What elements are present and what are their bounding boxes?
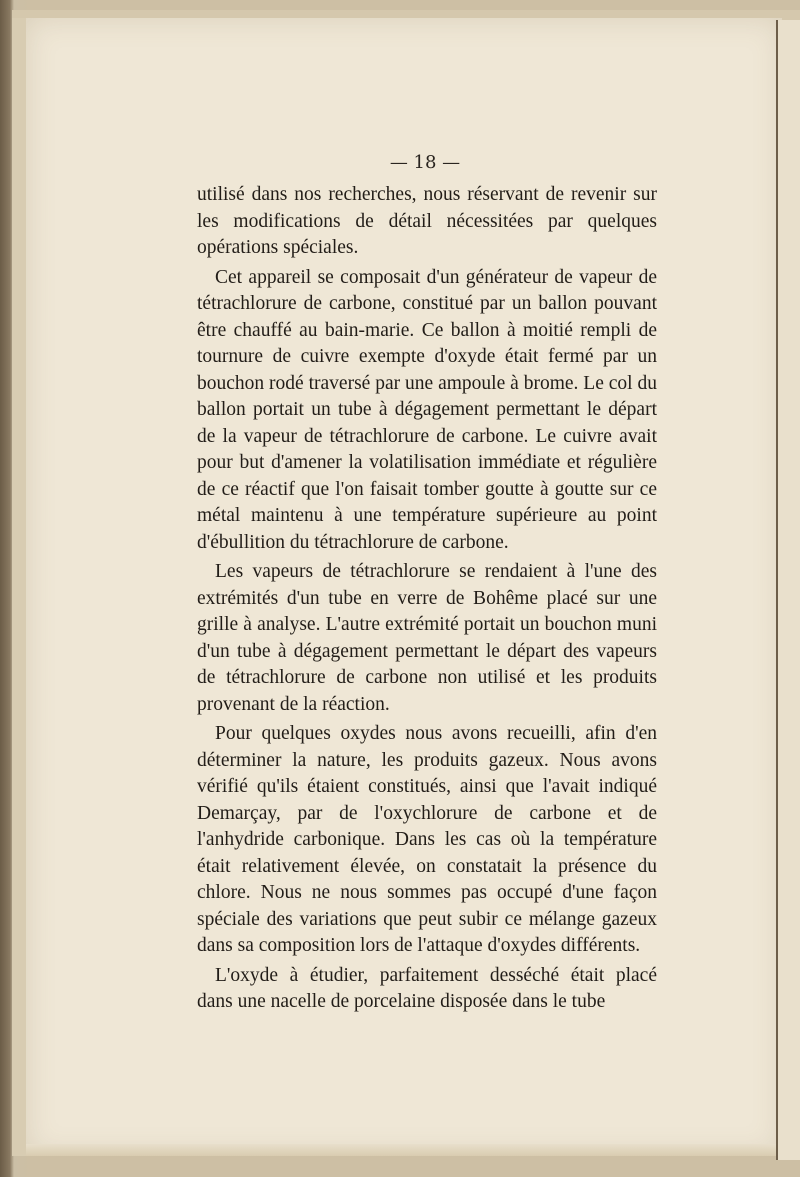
paragraph: Les vapeurs de tétrachlorure se rendaient à l'une des extrémités d'un tube en verre de Bohême placé sur une grille à analyse. L'autre extrémité portait un bouchon muni d'un tube à dégagement permettant le départ des vapeurs de tétrachlorure de carbone non utilisé et les produits provenant de la réaction. [197, 561, 657, 715]
paragraph: Pour quelques oxydes nous avons recueilli, afin d'en déterminer la nature, les produits gazeux. Nous avons vérifié qu'ils étaient constitués, ainsi que l'avait indiqué Demarçay, par de l'oxychlorure de carbone et de l'anhydride carbonique. Dans les cas où la température était relativement élevée, on constatait la présence du chlore. Nous ne nous sommes pas occupé d'une façon spéciale des variations que peut subir ce mélange gazeux dans sa composition lors de l'attaque d'oxydes différents. [197, 723, 657, 956]
body-text [197, 182, 657, 1016]
page-number: — 18 — [389, 152, 461, 173]
paragraph: Cet appareil se composait d'un générateur de vapeur de tétrachlorure de carbone, constitué par un ballon pouvant être chauffé au bain-marie. Ce ballon à moitié rempli de tournure de cuivre exempte d'oxyde était fermé par un bouchon rodé traversé par une ampoule à brome. Le col du ballon portait un tube à dégagement permettant le départ de la vapeur de tétrachlorure de carbone. Le cuivre avait pour but d'amener la volatilisation immédiate et régulière de ce réactif que l'on faisait tomber goutte à goutte sur ce métal maintenu à une température supérieure au point d'ébullition du tétrachlorure de carbone. [197, 266, 657, 553]
paragraph: L'oxyde à étudier, parfaitement desséché était placé dans une nacelle de porcelaine disposée dans le tube [197, 964, 657, 1012]
paragraph: utilisé dans nos recherches, nous réservant de revenir sur les modifications de détail nécessitées par quelques opérations spéciales. [197, 184, 657, 258]
next-page-edge [776, 20, 800, 1160]
